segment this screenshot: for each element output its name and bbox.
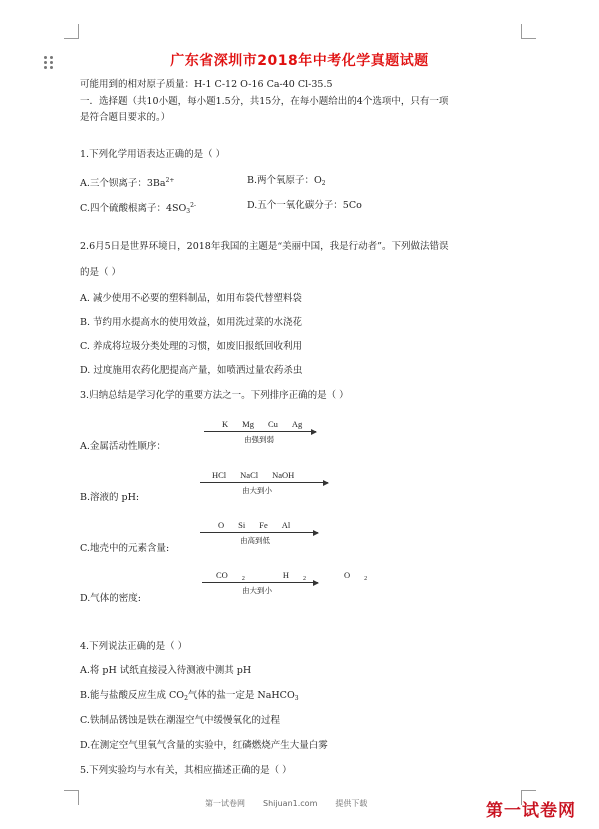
q4-option-d: D.在测定空气里氧气含量的实验中，红磷燃烧产生大量白雾 xyxy=(80,740,328,751)
page-footer: 第一试卷网 Shijuan1.com 提供下载 xyxy=(205,799,368,808)
q3-option-c: C.地壳中的元素含量: xyxy=(80,543,170,554)
question-2-stem: 的是（ ） xyxy=(80,267,122,278)
page-corner-mark xyxy=(64,24,79,39)
q1-option-c: C.四个硫酸根离子：$4SO_3^{2-}$ xyxy=(80,202,196,215)
q4-option-a: A.将 pH 试纸直接浸入待测液中测其 pH xyxy=(80,665,252,676)
q1-option-b: B.两个氧原子：$O_2$ xyxy=(247,175,326,187)
q1-option-a: A.三个钡离子：$3Ba^{2+}$ xyxy=(80,177,175,189)
q1-option-d: D.五个一氧化碳分子：5Co xyxy=(247,200,362,211)
question-5-stem: 5.下列实验均与水有关，其相应描述正确的是（ ） xyxy=(80,765,292,776)
arrow xyxy=(204,431,316,432)
arrow xyxy=(200,532,318,533)
atomic-mass-line: 可能用到的相对原子质量：H-1 C-12 O-16 Ca-40 Cl-35.5 xyxy=(80,79,333,90)
question-4-stem: 4.下列说法正确的是（ ） xyxy=(80,641,188,652)
arrow xyxy=(202,582,318,583)
question-3-stem: 3.归纳总结是学习化学的重要方法之一。下列排序正确的是（ ） xyxy=(80,390,349,401)
q2-option-b: B. 节约用水提高水的使用效益，如用洗过菜的水浇花 xyxy=(80,317,303,328)
arrow xyxy=(200,482,328,483)
question-1-stem: 1.下列化学用语表达正确的是（ ） xyxy=(80,149,226,160)
q3-option-a: A.金属活动性顺序： xyxy=(80,441,166,452)
q4-option-c: C.铁制品锈蚀是铁在潮湿空气中缓慢氧化的过程 xyxy=(80,715,280,726)
q2-option-d: D. 过度施用农药化肥提高产量，如喷洒过量农药杀虫 xyxy=(80,365,303,376)
page-corner-mark xyxy=(64,790,79,805)
question-2-stem: 2.6月5日是世界环境日，2018年我国的主题是“美丽中国，我是行动者”。下列做法错误 xyxy=(80,241,449,252)
q4-option-b: B.能与盐酸反应生成 $CO_2$气体的盐一定是 NaHCO$_3$ xyxy=(80,690,299,702)
watermark-logo: 第一试卷网 xyxy=(486,801,576,821)
q2-option-a: A. 减少使用不必要的塑料制品，如用布袋代替塑料袋 xyxy=(80,293,302,304)
section-instructions: 是符合题目要求的。） xyxy=(80,112,171,123)
page-title: 广东省深圳市2018年中考化学真题试题 xyxy=(170,53,429,69)
section-instructions: 一．选择题（共10小题，每小题1.5分，共15分，在每小题给出的4个选项中，只有一项 xyxy=(80,96,449,107)
page-corner-mark xyxy=(521,24,536,39)
q2-option-c: C. 养成将垃圾分类处理的习惯，如废旧报纸回收利用 xyxy=(80,341,302,352)
q3-option-b: B.溶液的 pH: xyxy=(80,492,140,503)
q3-option-d: D.气体的密度: xyxy=(80,593,141,604)
